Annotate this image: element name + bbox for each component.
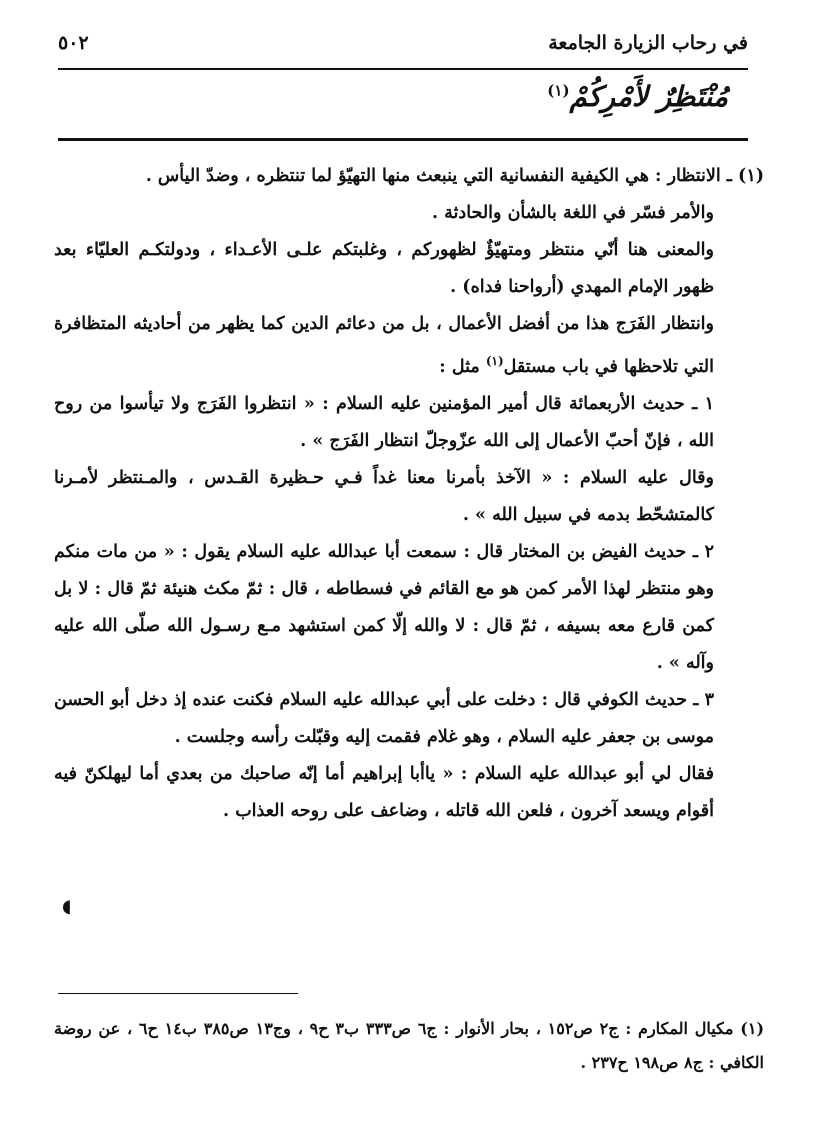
phrase-note-ref: (١)	[547, 81, 570, 100]
hadith-paragraph: فقال لي أبو عبدالله عليه السلام : « ياأبا إبراهيم أما إنّه صاحبك من بعدي أما ليهلكنّ فيه أقوام ويسعد آخرون ، فلعن الله قاتله ، وضاعف على روحه العذاب .	[54, 763, 714, 821]
running-title: في رحاب الزيارة الجامعة	[548, 32, 748, 54]
inline-note-ref: (١)	[485, 354, 504, 368]
section-divider	[58, 138, 748, 141]
page-number: ٥٠٢	[58, 32, 89, 54]
footnote	[54, 1012, 764, 1080]
footnote-rule	[58, 993, 298, 994]
hadith-paragraph: وقال عليه السلام : « الآخذ بأمرنا معنا غداً فـي حـظيرة القـدس ، والمـنتظر لأمـرنا كالمتشحّط بدمه في سبيل الله » .	[54, 467, 714, 525]
commentary-paragraph: والأمر فسّر في اللغة بالشأن والحادثة .	[431, 203, 714, 223]
ziyara-phrase	[547, 80, 728, 113]
commentary-paragraph	[54, 306, 764, 386]
hadith-paragraph: ٢ ـ حديث الفيض بن المختار قال : سمعت أبا عبدالله عليه السلام يقول : « من مات منكم وهو منتظر لهذا الأمر كمن هو مع القائم في فسطاطه ، قال : ثمّ مكث هنيئة ثمّ قال : لا بل كمن قارع معه بسيفه ، ثمّ قال : لا والله إلّا كمن استشهد مـع رسـول الله صلّى الله عليه وآله » .	[54, 541, 714, 673]
commentary-body	[54, 158, 764, 830]
footnote-line: (١) مكيال المكارم : ج٢ ص١٥٢ ، بحار الأنوار : ج٦ ص٣٣٣ ب٣ ح٩ ، وج١٣ ص٣٨٥ ب١٤ ح٦ ، عن روضة الكافي : ج٨ ص١٩٨ ح٢٣٧ .	[54, 1019, 765, 1072]
commentary-text: وانتظار الفَرَج هذا من أفضل الأعمال ، بل من دعائم الدين كما يظهر من أحاديثه المتظافرة التي تلاحظها في باب مستقل	[54, 314, 714, 377]
continuation-mark: ◖	[62, 896, 72, 917]
commentary-paragraph: (١) ـ الانتظار : هي الكيفية النفسانية التي ينبعث منها التهيّؤ لما تنتظره ، وضدّ اليأس .	[145, 166, 764, 186]
page-header	[58, 28, 748, 70]
hadith-paragraph: ١ ـ حديث الأربعمائة قال أمير المؤمنين عليه السلام : « انتظروا الفَرَج ولا تيأسوا من روح الله ، فإنّ أحبّ الأعمال إلى الله عزّوجلّ انتظار الفَرَج » .	[54, 393, 714, 451]
commentary-paragraph: والمعنى هنا أنّي منتظر ومتهيّؤٌ لظهوركم ، وغلبتكم علـى الأعـداء ، ودولتكـم العليّاء بعد ظهور الإمام المهدي (أرواحنا فداه) .	[54, 240, 714, 297]
commentary-text: مثل :	[439, 356, 480, 377]
hadith-paragraph: ٣ ـ حديث الكوفي قال : دخلت على أبي عبدالله عليه السلام فكنت عنده إذ دخل أبو الحسن موسى بن جعفر عليه السلام ، وهو غلام فقمت إليه وقبّلت رأسه وجلست .	[54, 689, 714, 747]
phrase-text: مُنْتَظِرٌ لأَمْرِكُمْ	[569, 80, 728, 113]
